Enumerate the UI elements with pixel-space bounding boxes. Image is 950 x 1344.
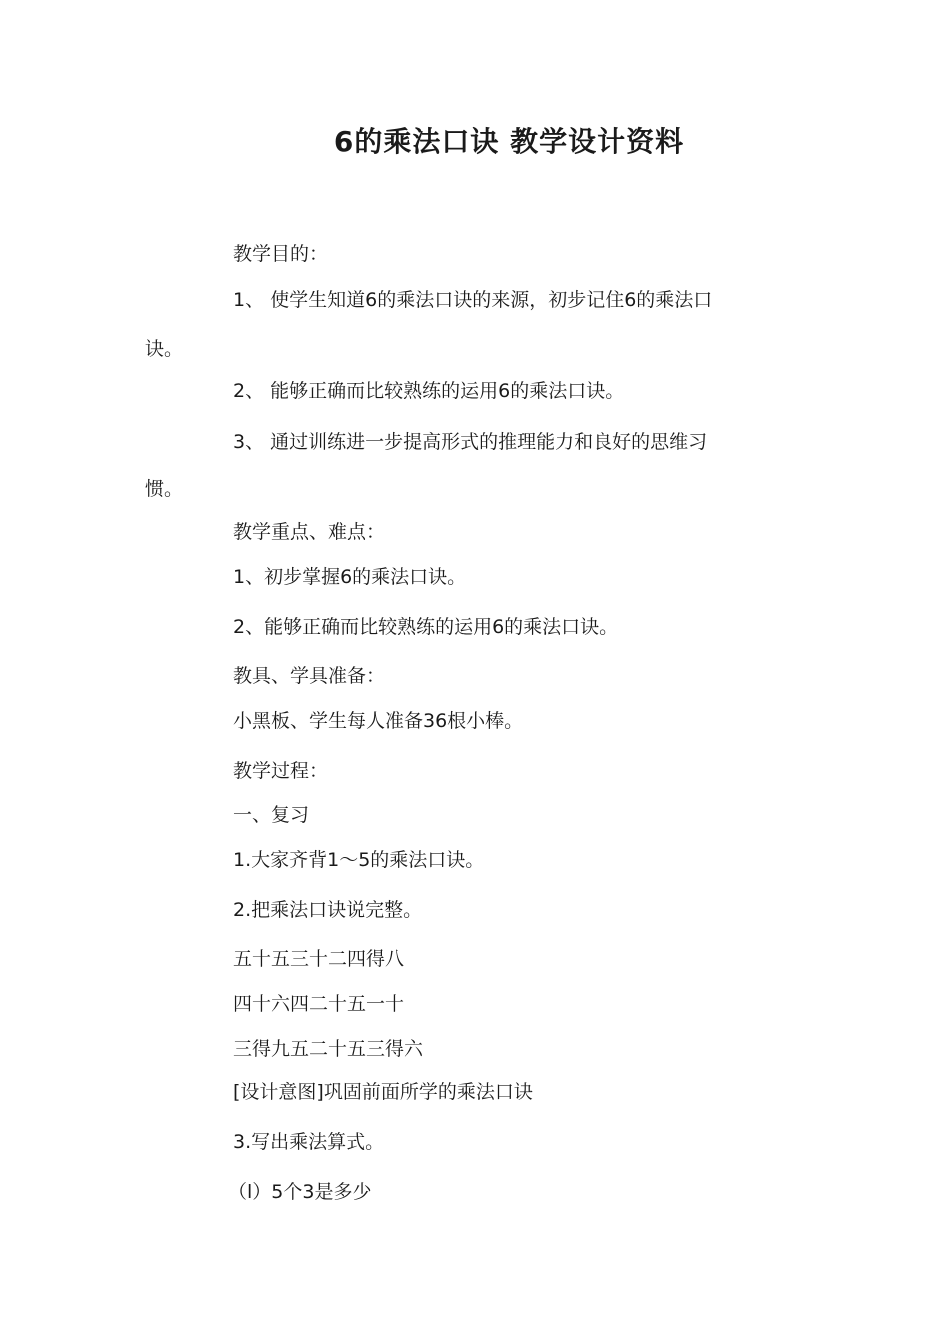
document-title: 6的乘法口诀 教学设计资料 <box>333 125 685 158</box>
key-point-1: 1、初步掌握6的乘法口诀。 <box>233 566 467 588</box>
key-points-heading: 教学重点、难点： <box>233 521 386 543</box>
question-1: （l）5个3是多少 <box>228 1181 372 1203</box>
process-heading: 教学过程： <box>233 760 329 782</box>
goal-item-3: 3、 通过训练进一步提高形式的推理能力和良好的思维习 <box>233 431 708 453</box>
goal-item-1: 1、 使学生知道6的乘法口诀的来源，初步记住6的乘法口 <box>233 289 713 311</box>
formula-row-2: 四十六四二十五一十 <box>233 993 405 1015</box>
review-item-2: 2.把乘法口诀说完整。 <box>233 899 423 921</box>
tools-text: 小黑板、学生每人准备36根小棒。 <box>233 710 524 732</box>
goal-item-3-continued: 惯。 <box>145 478 184 500</box>
goal-heading: 教学目的： <box>233 243 329 265</box>
goal-item-2: 2、 能够正确而比较熟练的运用6的乘法口诀。 <box>233 380 625 402</box>
key-point-2: 2、能够正确而比较熟练的运用6的乘法口诀。 <box>233 616 619 638</box>
design-intent: [设计意图]巩固前面所学的乘法口诀 <box>233 1081 533 1103</box>
goal-item-1-continued: 诀。 <box>145 338 184 360</box>
review-item-1: 1.大家齐背1～5的乘法口诀。 <box>233 849 485 871</box>
review-heading: 一、复习 <box>233 804 310 826</box>
formula-row-1: 五十五三十二四得八 <box>233 948 405 970</box>
tools-heading: 教具、学具准备： <box>233 665 386 687</box>
formula-row-3: 三得九五二十五三得六 <box>233 1038 424 1060</box>
review-item-3: 3.写出乘法算式。 <box>233 1131 385 1153</box>
